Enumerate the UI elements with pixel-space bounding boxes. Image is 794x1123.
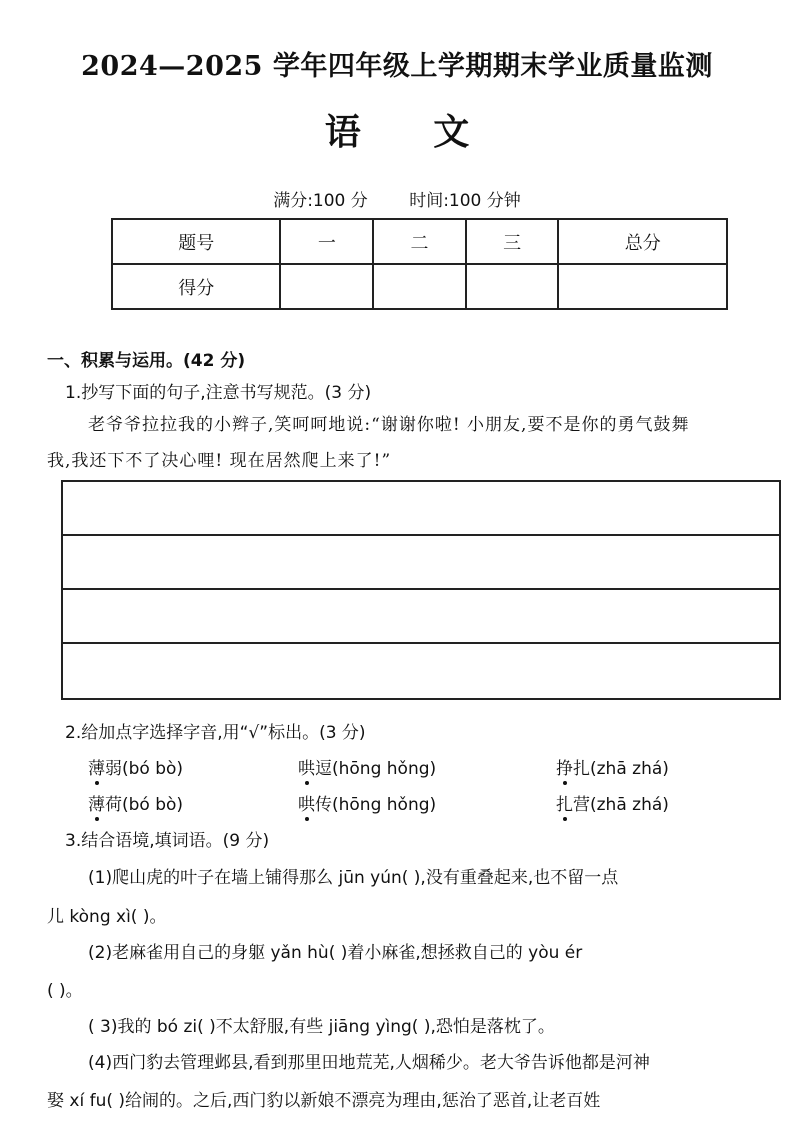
dotted-char: 薄 — [88, 790, 105, 815]
q3-line[interactable]: 娶 xí fu( )给闹的。之后,西门豹以新娘不漂亮为理由,惩治了恶首,让老百姓 — [47, 1091, 601, 1111]
dotted-char: 哄 — [298, 754, 315, 779]
q2-item[interactable] — [556, 754, 669, 779]
q1-quote-line-2: 我,我还下不了决心哩! 现在居然爬上来了!” — [47, 451, 392, 471]
section-heading: 一、积累与运用。(42 分) — [47, 351, 246, 371]
q2-prompt: 2.给加点字选择字音,用“√”标出。(3 分) — [65, 723, 366, 743]
exam-time: 时间:100 分钟 — [409, 191, 521, 211]
exam-title: 2024—2025 学年四年级上学期期末学业质量监测 — [81, 51, 713, 82]
q2-item-options: 弱(bó bò) — [105, 759, 184, 779]
q2-item-options: 逗(hōng hǒng) — [315, 759, 437, 779]
score-table-header-row — [112, 219, 727, 264]
score-input-cell[interactable] — [466, 264, 559, 309]
exam-meta — [0, 186, 794, 211]
q2-item[interactable] — [88, 754, 183, 779]
score-cell: 三 — [466, 219, 559, 264]
score-cell: 得分 — [112, 264, 280, 309]
writing-line[interactable] — [63, 482, 779, 536]
dotted-char: 扎 — [556, 790, 573, 815]
q1-prompt: 1.抄写下面的句子,注意书写规范。(3 分) — [65, 383, 372, 403]
score-table — [111, 218, 728, 310]
subject-title — [0, 104, 794, 155]
writing-box[interactable] — [61, 480, 781, 700]
writing-line[interactable] — [63, 590, 779, 644]
q2-item[interactable] — [556, 790, 669, 815]
score-cell: 总分 — [558, 219, 727, 264]
subject-char-2: 文 — [433, 111, 470, 153]
dotted-char: 薄 — [88, 754, 105, 779]
q2-item[interactable] — [88, 790, 183, 815]
q3-line[interactable]: ( )。 — [47, 981, 83, 1001]
score-cell: 题号 — [112, 219, 280, 264]
score-input-cell[interactable] — [280, 264, 373, 309]
q3-line[interactable]: 儿 kòng xì( )。 — [47, 907, 167, 927]
full-score: 满分:100 分 — [273, 191, 368, 211]
score-table-score-row — [112, 264, 727, 309]
q2-item-options: 荷(bó bò) — [105, 795, 184, 815]
q3-line[interactable]: (1)爬山虎的叶子在墙上铺得那么 jūn yún( ),没有重叠起来,也不留一点 — [88, 868, 619, 888]
dotted-char: 挣 — [556, 754, 573, 779]
q2-item-options: 营(zhā zhá) — [573, 795, 669, 815]
writing-line[interactable] — [63, 644, 779, 696]
q2-item-options: 扎(zhā zhá) — [573, 759, 669, 779]
q3-prompt: 3.结合语境,填词语。(9 分) — [65, 831, 270, 851]
q3-line[interactable]: (2)老麻雀用自己的身躯 yǎn hù( )着小麻雀,想拯救自己的 yòu ér — [88, 943, 583, 963]
q3-line[interactable]: ( 3)我的 bó zi( )不太舒服,有些 jiāng yìng( ),恐怕是落枕了。 — [88, 1017, 555, 1037]
score-input-cell[interactable] — [373, 264, 466, 309]
q2-item[interactable] — [298, 754, 436, 779]
q2-item[interactable] — [298, 790, 436, 815]
score-cell: 一 — [280, 219, 373, 264]
score-cell: 二 — [373, 219, 466, 264]
score-input-cell[interactable] — [558, 264, 727, 309]
q3-line: (4)西门豹去管理邺县,看到那里田地荒芜,人烟稀少。老大爷告诉他都是河神 — [88, 1053, 650, 1073]
subject-char-1: 语 — [324, 111, 361, 153]
writing-line[interactable] — [63, 536, 779, 590]
q1-quote-line-1: 老爷爷拉拉我的小辫子,笑呵呵地说:“谢谢你啦! 小朋友,要不是你的勇气鼓舞 — [88, 415, 690, 435]
q2-item-options: 传(hōng hǒng) — [315, 795, 437, 815]
dotted-char: 哄 — [298, 790, 315, 815]
